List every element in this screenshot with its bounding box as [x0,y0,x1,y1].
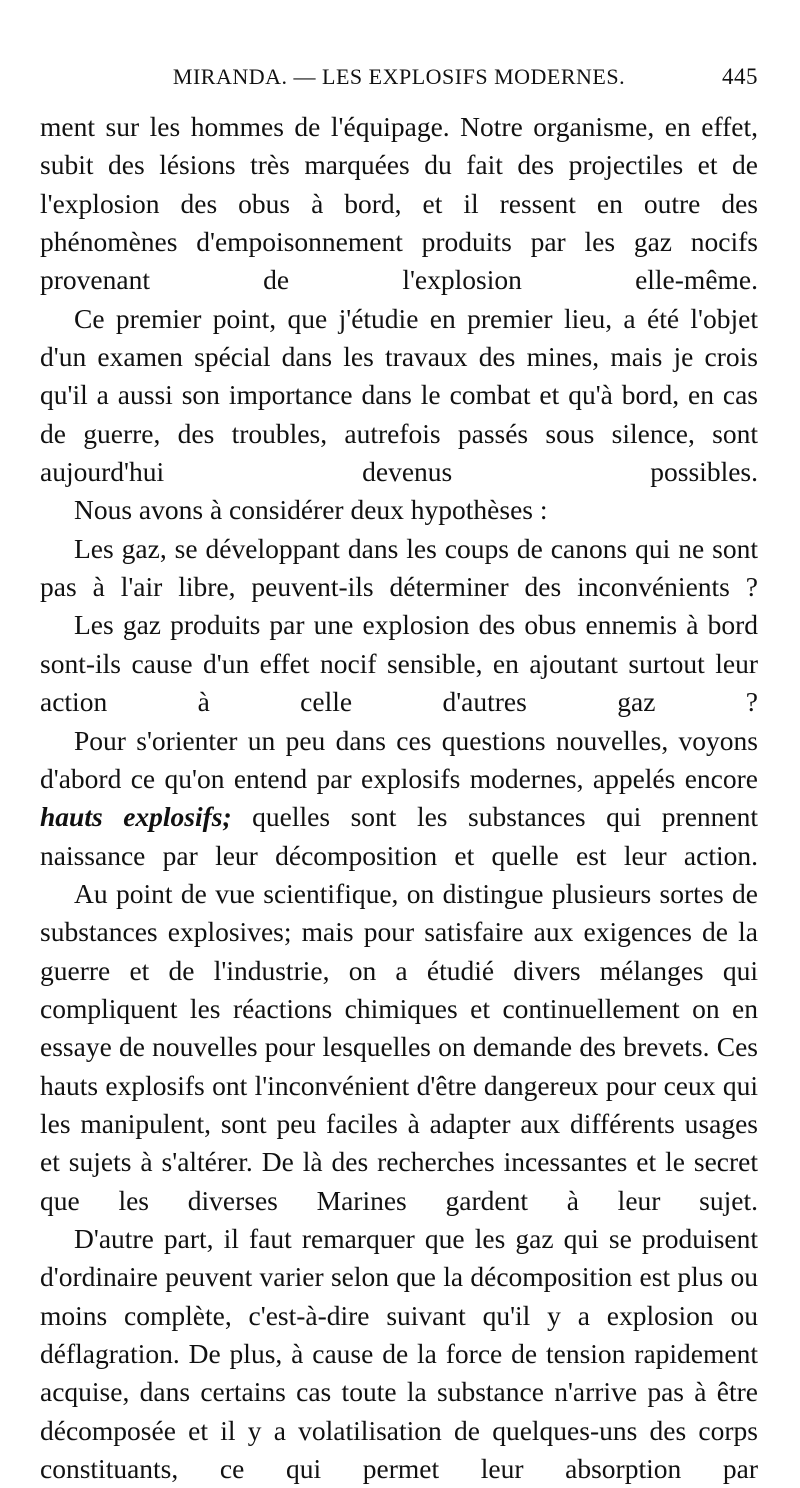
page-header [40,64,758,100]
running-title: MIRANDA. — LES EXPLOSIFS MODERNES. [172,64,626,89]
paragraph [40,722,758,875]
body-text [40,108,758,1488]
paragraph: Nous avons à considérer deux hypothèses : [74,494,548,526]
paragraph: Au point de vue scientifique, on distingue plusieurs sortes de substances explosives; mais pour satisfaire aux exigences de la guerre et de l'industrie, on a étudié divers mélanges qui compliquent les réactions chimiques et continuellement on en essaye de nouvelles pour lesquelles on demande des brevets. Ces hauts explosifs ont l'inconvénient d'être dangereux pour ceux qui les manipulent, sont peu faciles à adapter aux différents usages et sujets à s'altérer. De là des recherches incessantes et le secret que les diverses Marines gardent à leur sujet. [40,877,758,1216]
italic-term: hauts explosifs; [40,801,232,833]
paragraph: Ce premier point, que j'étudie en premier lieu, a été l'objet d'un examen spécial dans les travaux des mines, mais je crois qu'il a aussi son importance dans le combat et qu'à bord, en cas de guerre, des troubles, autrefois passés sous silence, sont aujourd'hui devenus possibles. [40,302,758,488]
paragraph-text: Pour s'orienter un peu dans ces questions nouvelles, voyons d'abord ce qu'on entend par explosifs modernes, appelés encore [40,724,758,794]
paragraph: D'autre part, il faut remarquer que les gaz qui se produisent d'ordinaire peuvent varier selon que la décomposition est plus ou moins complète, c'est-à-dire suivant qu'il y a explosion ou déflagration. De plus, à cause de la force de tension rapidement acquise, dans certains cas toute la substance n'arrive pas à être décomposée et il y a volatilisation de quelques-uns des corps constituants, ce qui permet leur absorption par [40,1222,758,1485]
page-number: 445 [722,64,758,89]
paragraph: ment sur les hommes de l'équipage. Notre organisme, en effet, subit des lésions très marquées du fait des projectiles et de l'explosion des obus à bord, et il ressent en outre des phénomènes d'empoisonnement produits par les gaz nocifs provenant de l'explosion elle-même. [40,111,758,296]
paragraph: Les gaz, se développant dans les coups de canons qui ne sont pas à l'air libre, peuvent-ils déterminer des inconvénients ? [40,532,758,603]
paragraph-text: quelles sont les substances qui prennent naissance par leur décomposition et quelle est leur action. [40,801,758,871]
paragraph: Les gaz produits par une explosion des obus ennemis à bord sont-ils cause d'un effet nocif sensible, en ajoutant surtout leur action à celle d'autres gaz ? [40,609,758,718]
